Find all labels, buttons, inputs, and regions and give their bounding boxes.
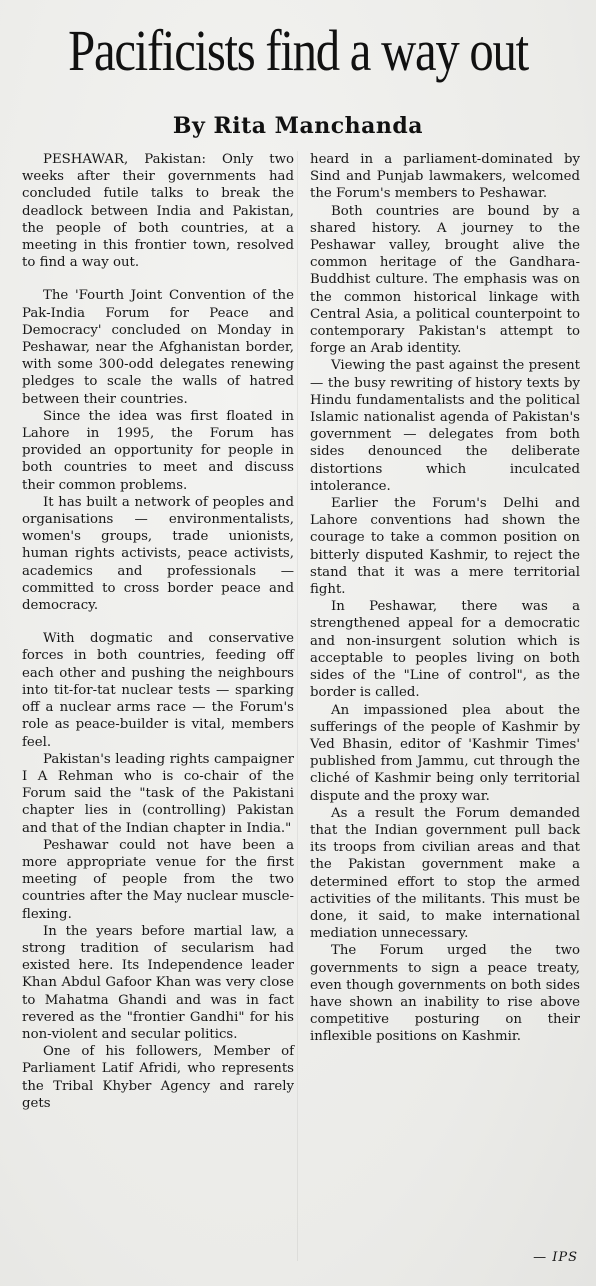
paragraph: Both countries are bound by a shared history. A journey to the Peshawar valley, brought alive the common heritage of the Gandhara-Buddhist culture. The emphasis was on the common historical linkage with Central Asia, a political counterpoint to contemporary Pakistan's attempt to forge an Arab identity. <box>310 203 580 357</box>
paragraph: As a result the Forum demanded that the Indian government pull back its troops from civilian areas and that the Pakistan government make a determined effort to stop the armed activities of the militants. This must be done, it said, to make international mediation unnecessary. <box>310 805 580 942</box>
paragraph: heard in a parliament-dominated by Sind and Punjab lawmakers, welcomed the Forum's members to Peshawar. <box>310 152 580 202</box>
paragraph: It has built a network of peoples and organisations — environmentalists, women's groups, trade unionists, human rights activists, peace activists, academics and professionals — committed to cross border peace and democracy. <box>22 494 294 614</box>
paragraph: An impassioned plea about the sufferings of the people of Kashmir by Ved Bhasin, editor of 'Kashmir Times' published from Jammu, cut through the cliché of Kashmir being only territorial dispute and the proxy war. <box>310 702 580 804</box>
byline: By Rita Manchanda <box>172 113 424 139</box>
paragraph: The 'Fourth Joint Convention of the Pak-India Forum for Peace and Democracy' concluded on Monday in Peshawar, near the Afghanistan border, with some 300-odd delegates renewing pledges to scale the walls of hatred between their countries. <box>22 288 294 407</box>
paragraph: Peshawar could not have been a more appropriate venue for the first meeting of people from the two countries after the May nuclear muscle-flexing. <box>22 837 294 922</box>
left-column <box>22 151 294 1112</box>
paragraph: In Peshawar, there was a strengthened appeal for a democratic and non-insurgent solution which is acceptable to peoples living on both sides of the "Line of control", as the border is called. <box>310 599 580 701</box>
paragraph: Since the idea was first floated in Lahore in 1995, the Forum has provided an opportunity for people in both countries to meet and discuss their common problems. <box>22 408 294 493</box>
paragraph: With dogmatic and conservative forces in both countries, feeding off each other and pushing the neighbours into tit-for-tat nuclear tests — sparking off a nuclear arms race — the Forum's role as peace-builder is vital, members feel. <box>22 631 294 750</box>
paragraph: One of his followers, Member of Parliament Latif Afridi, who represents the Tribal Khyber Agency and rarely gets <box>22 1044 294 1111</box>
column-divider <box>297 151 298 1261</box>
paragraph: Pakistan's leading rights campaigner I A Rehman who is co-chair of the Forum said the "task of the Pakistani chapter lies in (controlling) Pakistan and that of the Indian chapter in India." <box>22 751 294 836</box>
wire-service-signoff: — IPS <box>533 1250 578 1265</box>
right-column <box>310 151 580 1046</box>
headline: Pacificists find a way out <box>68 18 528 83</box>
paragraph: In the years before martial law, a strong tradition of secularism had existed here. Its Independence leader Khan Abdul Gafoor Khan was very close to Mahatma Ghandi and was in fact revered as the "frontier Gandhi" for his non-violent and secular politics. <box>22 923 294 1042</box>
paragraph: PESHAWAR, Pakistan: Only two weeks after their governments had concluded futile talks to break the deadlock between India and Pakistan, the people of both countries, at a meeting in this frontier town, resolved to find a way out. <box>22 152 294 271</box>
paragraph: Earlier the Forum's Delhi and Lahore conventions had shown the courage to take a common position on bitterly disputed Kashmir, to reject the stand that it was a mere territorial fight. <box>310 496 580 598</box>
paragraph: Viewing the past against the present — the busy rewriting of history texts by Hindu fundamentalists and the political Islamic nationalist agenda of Pakistan's government — delegates from both sides denounced the deliberate distortions which inculcated intolerance. <box>310 358 580 494</box>
paragraph: The Forum urged the two governments to sign a peace treaty, even though governments on both sides have shown an inability to rise above competitive posturing on their inflexible positions on Kashmir. <box>310 943 580 1045</box>
